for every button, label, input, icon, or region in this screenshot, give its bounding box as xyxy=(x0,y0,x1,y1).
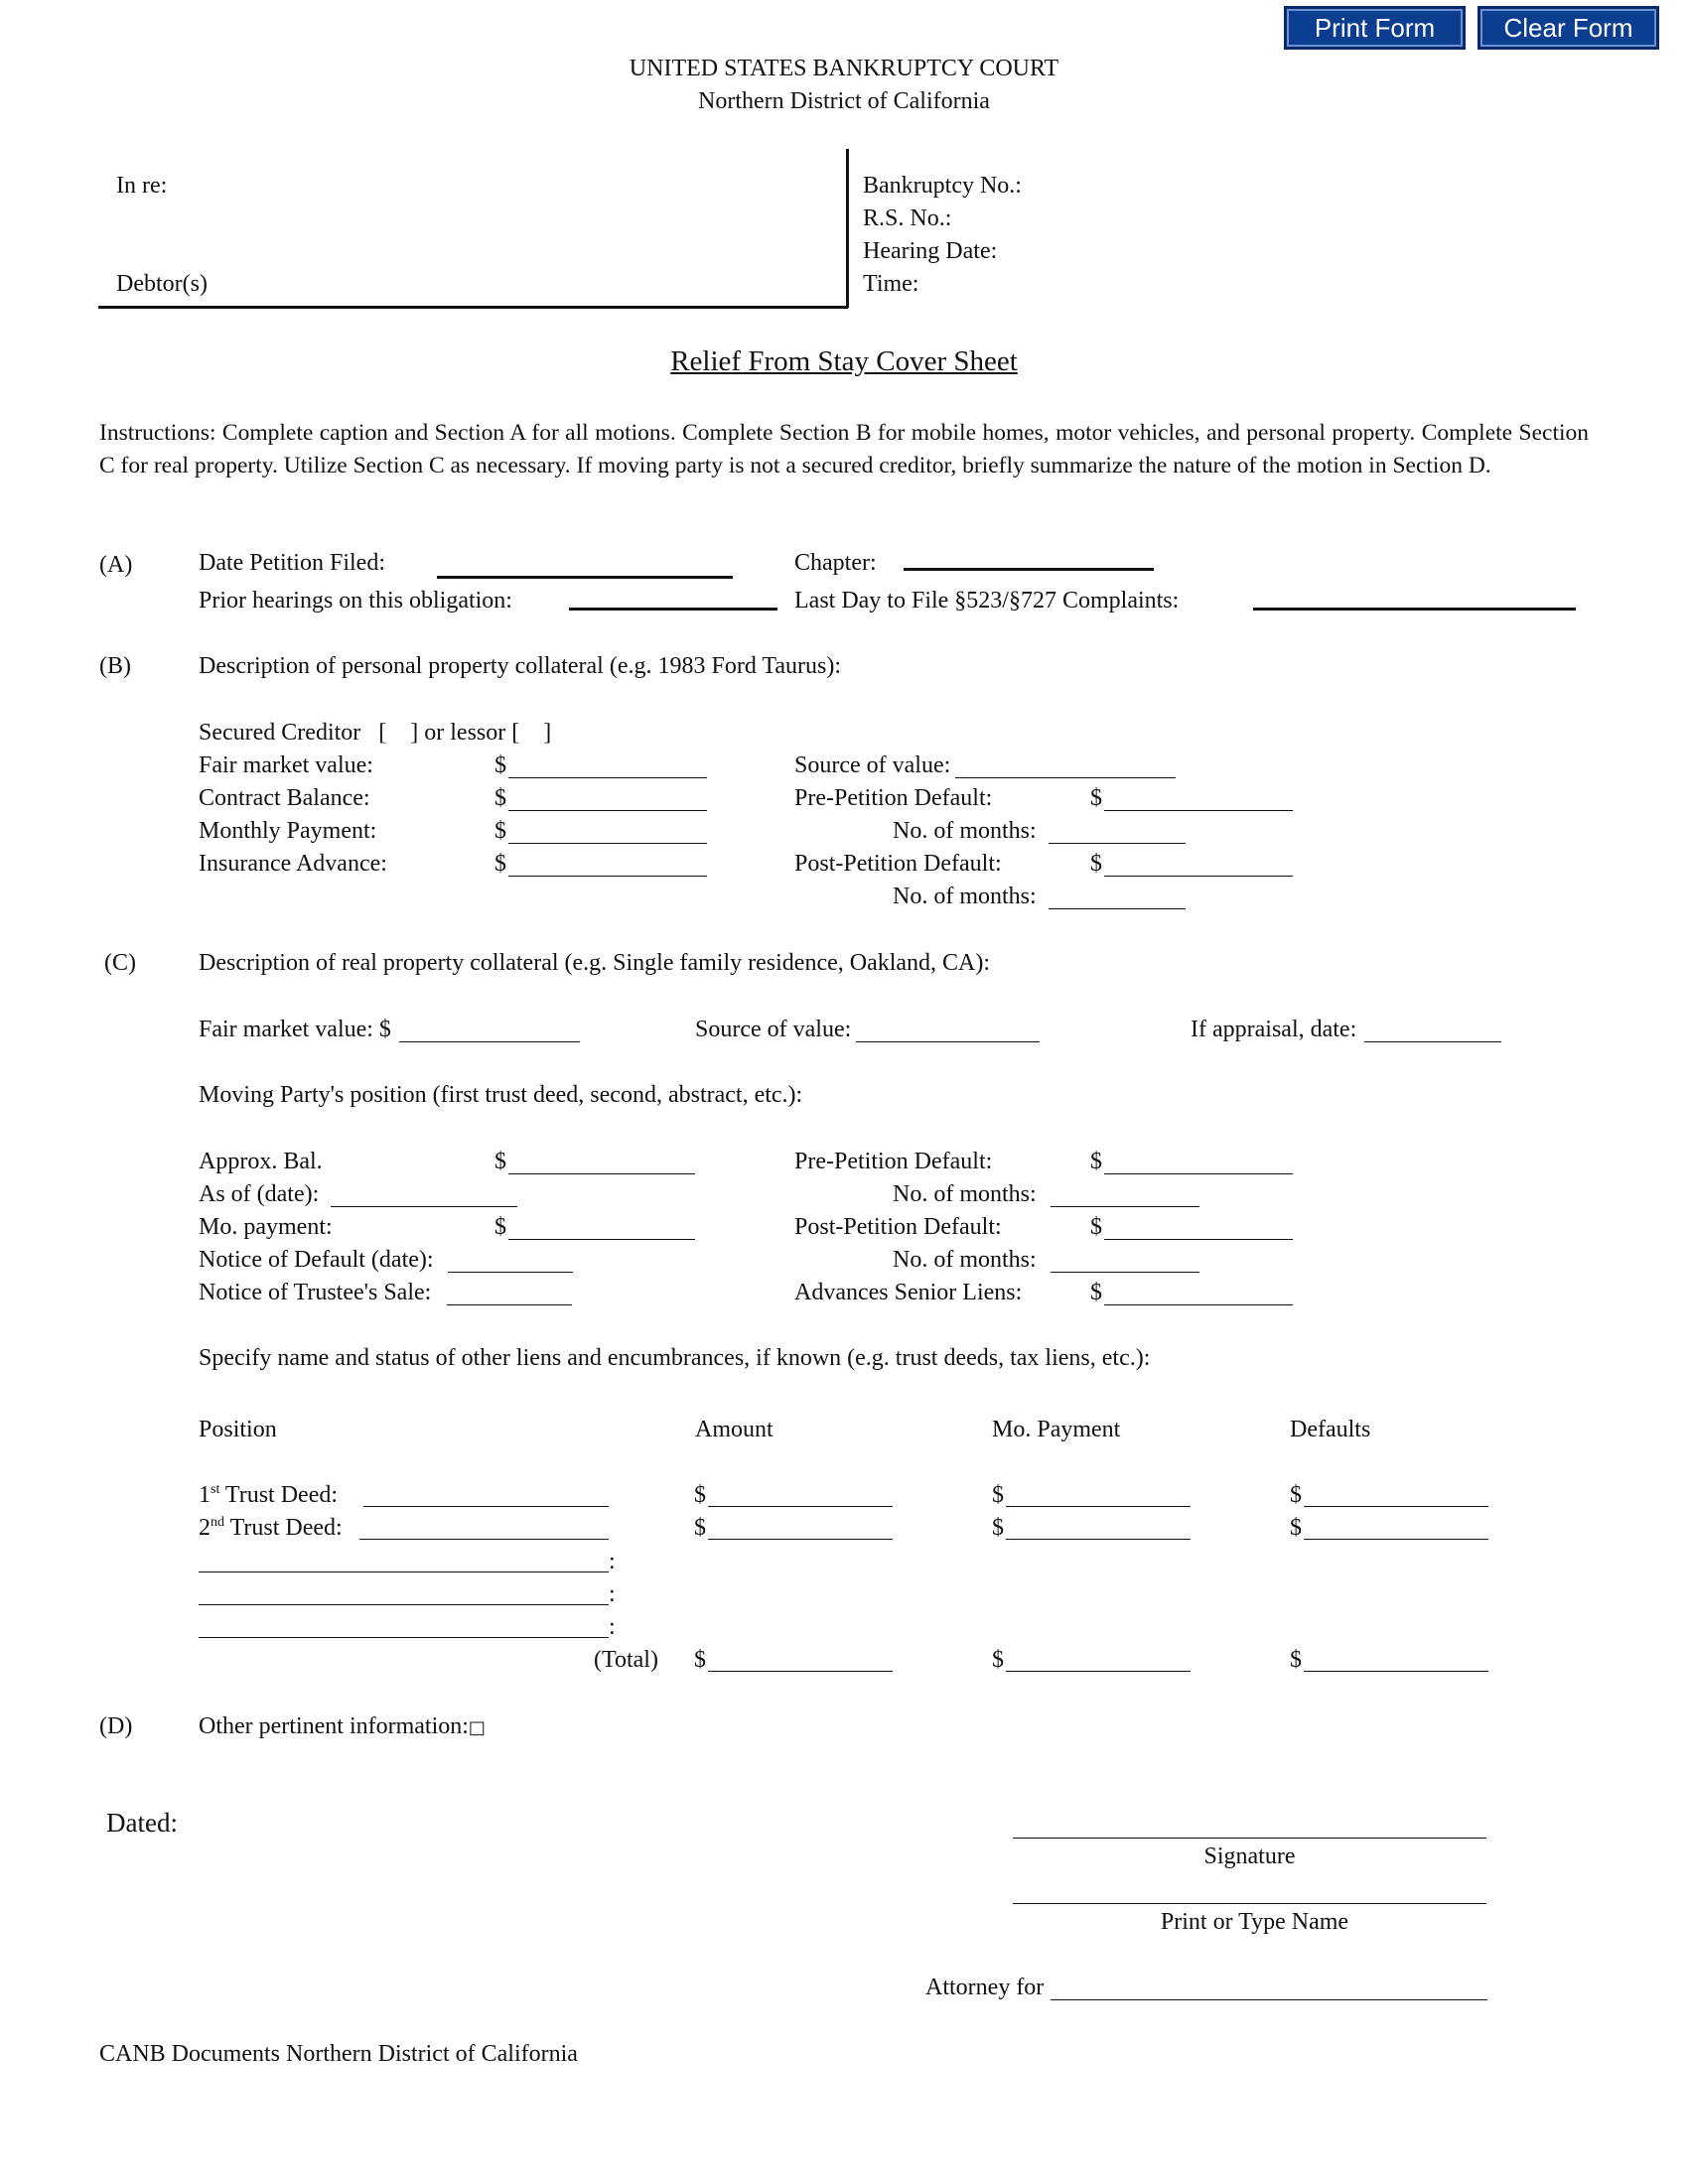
chapter-label: Chapter: xyxy=(794,550,877,576)
insurance-advance-label: Insurance Advance: xyxy=(199,851,387,877)
c-fair-market-value-field[interactable] xyxy=(399,1041,580,1042)
b-fair-market-value-label: Fair market value: xyxy=(199,752,373,778)
notice-trustee-sale-label: Notice of Trustee's Sale: xyxy=(199,1280,432,1305)
dollar-sign: $ xyxy=(992,1647,1004,1673)
district-name: Northern District of California xyxy=(698,88,990,114)
secured-creditor-or-lessor[interactable]: Secured Creditor [ ] or lessor [ ] xyxy=(199,720,552,746)
approx-bal-label: Approx. Bal. xyxy=(199,1149,323,1174)
as-of-date-label: As of (date): xyxy=(199,1181,320,1207)
c-post-months-field[interactable] xyxy=(1051,1272,1199,1273)
c-fair-market-value-label: Fair market value: $ xyxy=(199,1017,391,1042)
b-post-months-label: No. of months: xyxy=(893,884,1037,909)
b-post-petition-default-field[interactable] xyxy=(1104,876,1293,877)
attorney-for-field[interactable] xyxy=(1051,1999,1487,2000)
second-trust-deed-amount[interactable] xyxy=(708,1539,893,1540)
second-trust-deed-field[interactable] xyxy=(359,1539,609,1540)
b-pre-months-field[interactable] xyxy=(1049,843,1186,844)
colon: : xyxy=(609,1614,616,1640)
court-name: UNITED STATES BANKRUPTCY COURT xyxy=(629,56,1059,81)
advances-senior-liens-label: Advances Senior Liens: xyxy=(794,1280,1023,1305)
b-pre-petition-default-field[interactable] xyxy=(1104,810,1293,811)
monthly-payment-label: Monthly Payment: xyxy=(199,818,377,844)
second-trust-deed-mo-payment[interactable] xyxy=(1006,1539,1191,1540)
dollar-sign: $ xyxy=(494,785,506,811)
dated-label: Dated: xyxy=(106,1808,178,1838)
dollar-sign: $ xyxy=(1090,1149,1102,1174)
as-of-date-field[interactable] xyxy=(331,1206,517,1207)
other-lien-field-3[interactable] xyxy=(199,1637,609,1638)
clear-form-button[interactable]: Clear Form xyxy=(1477,6,1659,50)
dollar-sign: $ xyxy=(1290,1515,1302,1541)
total-label: (Total) xyxy=(594,1647,658,1673)
liens-header-amount: Amount xyxy=(695,1417,774,1442)
total-defaults[interactable] xyxy=(1304,1671,1488,1672)
first-trust-deed-sup: st xyxy=(211,1482,220,1497)
appraisal-date-field[interactable] xyxy=(1364,1041,1501,1042)
caption-bottom-rule xyxy=(98,306,848,309)
bankruptcy-no-label: Bankruptcy No.: xyxy=(863,173,1022,199)
approx-bal-field[interactable] xyxy=(508,1173,695,1174)
specify-liens-text: Specify name and status of other liens and encumbrances, if known (e.g. trust deeds, tax liens, etc.): xyxy=(199,1345,1151,1371)
section-b-label: (B) xyxy=(99,653,131,679)
other-lien-field-2[interactable] xyxy=(199,1604,609,1605)
total-mo-payment[interactable] xyxy=(1006,1671,1191,1672)
b-pre-petition-default-label: Pre-Petition Default: xyxy=(794,785,993,811)
real-property-description: Description of real property collateral (e.g. Single family residence, Oakland, CA): xyxy=(199,950,991,976)
second-trust-deed-defaults[interactable] xyxy=(1304,1539,1488,1540)
c-post-petition-default-field[interactable] xyxy=(1104,1239,1293,1240)
signature-label: Signature xyxy=(1203,1843,1296,1869)
attorney-for-label: Attorney for xyxy=(925,1975,1045,2000)
second-trust-deed-label xyxy=(199,1516,343,1540)
c-pre-months-field[interactable] xyxy=(1051,1206,1199,1207)
b-source-of-value-field[interactable] xyxy=(955,777,1176,778)
dollar-sign: $ xyxy=(494,851,506,877)
first-trust-deed-mo-payment[interactable] xyxy=(1006,1506,1191,1507)
dollar-sign: $ xyxy=(1290,1647,1302,1673)
dollar-sign: $ xyxy=(494,818,506,844)
b-post-petition-default-label: Post-Petition Default: xyxy=(794,851,1002,877)
c-source-of-value-label: Source of value: xyxy=(695,1017,852,1042)
second-trust-deed-sup: nd xyxy=(211,1515,224,1530)
first-trust-deed-text: Trust Deed: xyxy=(219,1482,339,1508)
hearing-date-label: Hearing Date: xyxy=(863,238,998,264)
dollar-sign: $ xyxy=(1090,785,1102,811)
date-petition-filed-field[interactable] xyxy=(437,576,733,579)
debtors-label: Debtor(s) xyxy=(116,271,208,297)
other-info-label xyxy=(199,1714,486,1738)
monthly-payment-field[interactable] xyxy=(508,843,707,844)
if-appraisal-label: If appraisal, date: xyxy=(1191,1017,1357,1042)
prior-hearings-label: Prior hearings on this obligation: xyxy=(199,588,512,614)
colon: : xyxy=(609,1549,616,1574)
caption-divider xyxy=(846,149,849,308)
dollar-sign: $ xyxy=(694,1515,706,1541)
b-post-months-field[interactable] xyxy=(1049,908,1186,909)
dollar-sign: $ xyxy=(694,1482,706,1508)
instructions: Instructions: Complete caption and Section A for all motions. Complete Section B for mobile homes, motor vehicles, and personal property. Complete Section C for real property. Utilize Section C as necessary. If moving party is not a secured creditor, briefly summarize the nature of the motion in Section D. xyxy=(99,420,1589,478)
b-fair-market-value-field[interactable] xyxy=(508,777,707,778)
dollar-sign: $ xyxy=(1290,1482,1302,1508)
time-label: Time: xyxy=(863,271,919,297)
dollar-sign: $ xyxy=(494,1214,506,1240)
last-day-field[interactable] xyxy=(1253,608,1576,611)
total-amount[interactable] xyxy=(708,1671,893,1672)
dollar-sign: $ xyxy=(1090,1214,1102,1240)
last-day-label: Last Day to File §523/§727 Complaints: xyxy=(794,588,1180,614)
dollar-sign: $ xyxy=(992,1482,1004,1508)
signature-field[interactable] xyxy=(1013,1838,1486,1839)
liens-header-position: Position xyxy=(199,1417,277,1442)
section-d-label: (D) xyxy=(99,1713,133,1739)
b-pre-months-label: No. of months: xyxy=(893,818,1037,844)
first-trust-deed-amount[interactable] xyxy=(708,1506,893,1507)
print-name-label: Print or Type Name xyxy=(1160,1909,1349,1935)
prior-hearings-field[interactable] xyxy=(569,608,777,611)
other-info-text: Other pertinent information: xyxy=(199,1713,469,1739)
notice-of-default-label: Notice of Default (date): xyxy=(199,1247,434,1273)
colon: : xyxy=(609,1581,616,1607)
in-re-label: In re: xyxy=(116,173,168,199)
mo-payment-field[interactable] xyxy=(508,1239,695,1240)
first-trust-deed-label xyxy=(199,1483,338,1507)
print-form-button[interactable]: Print Form xyxy=(1284,6,1466,50)
dollar-sign: $ xyxy=(992,1515,1004,1541)
insurance-advance-field[interactable] xyxy=(508,876,707,877)
checkbox-icon[interactable]: □ xyxy=(468,1717,486,1738)
footer-text: CANB Documents Northern District of California xyxy=(99,2041,578,2067)
c-source-of-value-field[interactable] xyxy=(856,1041,1040,1042)
chapter-field[interactable] xyxy=(904,568,1154,571)
rs-no-label: R.S. No.: xyxy=(863,205,952,231)
page-title: Relief From Stay Cover Sheet xyxy=(670,345,1018,377)
c-pre-petition-default-field[interactable] xyxy=(1104,1173,1293,1174)
notice-of-default-field[interactable] xyxy=(448,1272,573,1273)
b-source-of-value-label: Source of value: xyxy=(794,752,951,778)
dollar-sign: $ xyxy=(1090,851,1102,877)
first-trust-deed-defaults[interactable] xyxy=(1304,1506,1488,1507)
section-c-label: (C) xyxy=(104,950,136,976)
contract-balance-label: Contract Balance: xyxy=(199,785,370,811)
mo-payment-label: Mo. payment: xyxy=(199,1214,333,1240)
liens-header-mo-payment: Mo. Payment xyxy=(992,1417,1121,1442)
c-post-months-label: No. of months: xyxy=(893,1247,1037,1273)
date-petition-filed-label: Date Petition Filed: xyxy=(199,550,385,576)
notice-trustee-sale-field[interactable] xyxy=(447,1304,572,1305)
first-trust-deed-num: 1 xyxy=(199,1482,211,1508)
section-a-label: (A) xyxy=(99,552,133,578)
contract-balance-field[interactable] xyxy=(508,810,707,811)
first-trust-deed-field[interactable] xyxy=(363,1506,609,1507)
dollar-sign: $ xyxy=(494,752,506,778)
advances-senior-liens-field[interactable] xyxy=(1104,1304,1293,1305)
print-name-field[interactable] xyxy=(1013,1903,1486,1904)
c-post-petition-default-label: Post-Petition Default: xyxy=(794,1214,1002,1240)
c-pre-petition-default-label: Pre-Petition Default: xyxy=(794,1149,993,1174)
other-lien-field-1[interactable] xyxy=(199,1571,609,1572)
dollar-sign: $ xyxy=(694,1647,706,1673)
c-pre-months-label: No. of months: xyxy=(893,1181,1037,1207)
personal-property-description: Description of personal property collateral (e.g. 1983 Ford Taurus): xyxy=(199,653,842,679)
dollar-sign: $ xyxy=(494,1149,506,1174)
second-trust-deed-num: 2 xyxy=(199,1515,211,1541)
moving-party-position: Moving Party's position (first trust deed, second, abstract, etc.): xyxy=(199,1082,803,1108)
liens-header-defaults: Defaults xyxy=(1290,1417,1371,1442)
second-trust-deed-text: Trust Deed: xyxy=(224,1515,343,1541)
dollar-sign: $ xyxy=(1090,1280,1102,1305)
